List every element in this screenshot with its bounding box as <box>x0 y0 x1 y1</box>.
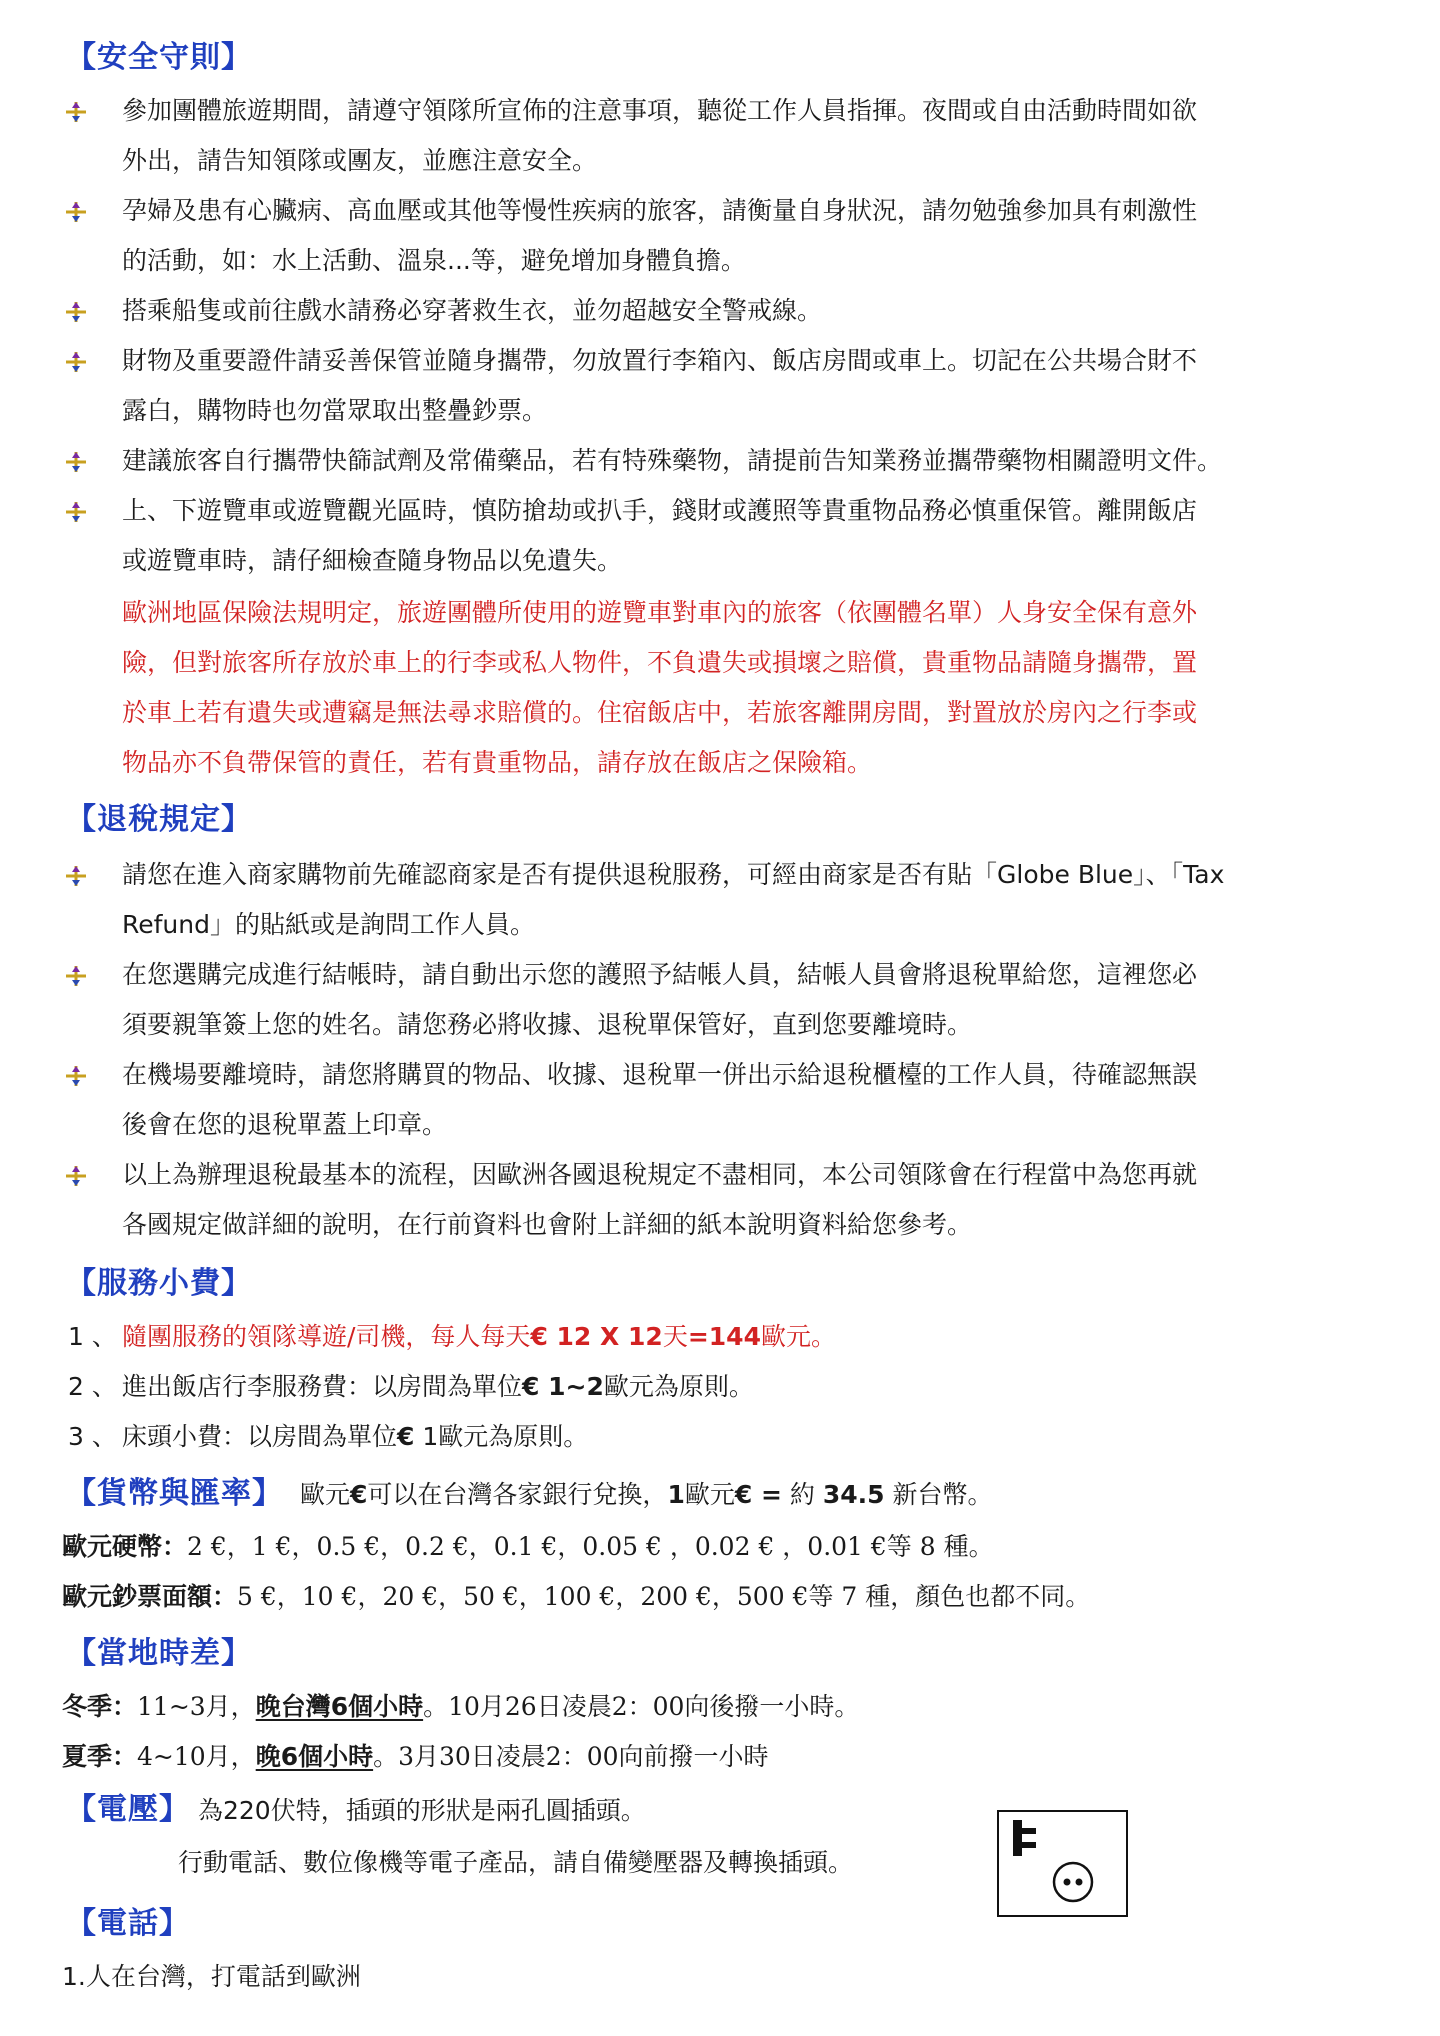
tip-3-text-b: € <box>397 1422 415 1451</box>
bullet-arrow-icon <box>64 500 88 524</box>
tip-3-text <box>122 1420 588 1454</box>
currency-rate-part: 新台幣。 <box>884 1480 993 1509</box>
section-header-phone: 【電話】 <box>66 1906 190 1941</box>
tip-2-number: 2 、 <box>68 1372 117 1401</box>
safety-item-6-line-2: 或遊覽車時，請仔細檢查隨身物品以免遺失。 <box>122 546 623 575</box>
summer-dst-note: 。3月30日凌晨2：00向前撥一小時 <box>373 1742 769 1771</box>
tip-3-text-c: 1歐元為原則。 <box>414 1422 589 1451</box>
phone-line-1: 1.人在台灣，打電話到歐洲 <box>62 1962 361 1991</box>
tax-item-1-line-2: Refund」的貼紙或是詢問工作人員。 <box>122 910 535 939</box>
tip-1-text-d: =144 <box>687 1322 761 1351</box>
euro-symbol: € <box>350 1480 368 1509</box>
bullet-arrow-icon <box>64 1164 88 1188</box>
currency-rate-part: 1 <box>667 1480 685 1509</box>
tip-2-text-a: 進出飯店行李服務費：以房間為單位 <box>122 1372 523 1401</box>
tax-item-3-line-1: 在機場要離境時，請您將購買的物品、收據、退稅單一併出示給退稅櫃檯的工作人員，待確認無誤 <box>122 1060 1198 1089</box>
voltage-line-1: 為220伏特，插頭的形狀是兩孔圓插頭。 <box>198 1796 646 1825</box>
tip-2-text-c: 歐元為原則。 <box>603 1372 754 1401</box>
tip-2-text-b: € 1~2 <box>522 1372 604 1401</box>
plug-diagram <box>997 1810 1128 1917</box>
tip-1-text-a: 隨團服務的領隊導遊/司機，每人每天 <box>122 1322 531 1351</box>
section-header-voltage: 【電壓】 <box>66 1792 190 1827</box>
safety-notice-line-1: 歐洲地區保險法規明定，旅遊團體所使用的遊覽車對車內的旅客（依團體名單）人身安全保有意外 <box>122 598 1198 627</box>
euro-coins-label: 歐元硬幣： <box>62 1532 188 1561</box>
section-header-safety: 【安全守則】 <box>66 40 252 75</box>
tip-1-text-c: 天 <box>662 1322 688 1351</box>
bullet-arrow-icon <box>64 300 88 324</box>
tax-item-2-line-1: 在您選購完成進行結帳時，請自動出示您的護照予結帳人員，結帳人員會將退稅單給您，這裡您必 <box>122 960 1198 989</box>
safety-item-6-line-1: 上、下遊覽車或遊覽觀光區時，慎防搶劫或扒手，錢財或護照等貴重物品務必慎重保管。離開飯店 <box>122 496 1198 525</box>
winter-dst-note: 。10月26日凌晨2：00向後撥一小時。 <box>423 1692 860 1721</box>
currency-rate-part: 約 <box>781 1480 823 1509</box>
safety-item-2-line-2: 的活動，如：水上活動、溫泉...等，避免增加身體負擔。 <box>122 246 746 275</box>
tip-1-number: 1 、 <box>68 1322 117 1351</box>
tax-item-2-line-2: 須要親筆簽上您的姓名。請您務必將收據、退稅單保管好，直到您要離境時。 <box>122 1010 973 1039</box>
euro-symbol: € = <box>734 1480 782 1509</box>
tip-3-text-a: 床頭小費：以房間為單位 <box>122 1422 398 1451</box>
winter-label: 冬季： <box>62 1692 138 1721</box>
tip-3-number: 3 、 <box>68 1422 117 1451</box>
safety-notice-line-2: 險，但對旅客所存放於車上的行李或私人物件，不負遺失或損壞之賠償，貴重物品請隨身攜帶，置 <box>122 648 1198 677</box>
currency-rate-part: 歐元 <box>684 1480 735 1509</box>
bullet-arrow-icon <box>64 350 88 374</box>
currency-rate-part: 可以在台灣各家銀行兌換， <box>367 1480 668 1509</box>
tip-1-text-b: € 12 X 12 <box>530 1322 663 1351</box>
currency-rate-part: 歐元 <box>300 1480 351 1509</box>
bullet-arrow-icon <box>64 450 88 474</box>
section-header-tips: 【服務小費】 <box>66 1266 252 1301</box>
section-header-tax: 【退稅規定】 <box>66 802 252 837</box>
safety-item-4-line-1: 財物及重要證件請妥善保管並隨身攜帶，勿放置行李箱內、飯店房間或車上。切記在公共場合財不 <box>122 346 1198 375</box>
bullet-arrow-icon <box>64 964 88 988</box>
safety-item-2-line-1: 孕婦及患有心臟病、高血壓或其他等慢性疾病的旅客，請衡量自身狀況，請勿勉強參加具有刺激性 <box>122 196 1198 225</box>
tax-item-3-line-2: 後會在您的退稅單蓋上印章。 <box>122 1110 448 1139</box>
safety-item-3-line-1: 搭乘船隻或前往戲水請務必穿著救生衣，並勿超越安全警戒線。 <box>122 296 823 325</box>
winter-time-line <box>62 1690 859 1724</box>
euro-coins-values: 2 €，1 €，0.5 €，0.2 €，0.1 €，0.05 € ，0.02 € ，0.01 €等 8 種。 <box>187 1532 994 1561</box>
euro-coins-line <box>62 1530 994 1564</box>
bullet-arrow-icon <box>64 100 88 124</box>
summer-months: 4~10月， <box>137 1742 256 1771</box>
tax-item-4-line-1: 以上為辦理退稅最基本的流程，因歐洲各國退稅規定不盡相同，本公司領隊會在行程當中為您再就 <box>122 1160 1198 1189</box>
safety-item-1-line-1: 參加團體旅遊期間，請遵守領隊所宣佈的注意事項，聽從工作人員指揮。夜間或自由活動時間如欲 <box>122 96 1198 125</box>
tax-item-1-line-1: 請您在進入商家購物前先確認商家是否有提供退稅服務，可經由商家是否有貼「Globe Blue」、「Tax <box>122 860 1225 889</box>
bullet-arrow-icon <box>64 200 88 224</box>
tip-2-text <box>122 1370 754 1404</box>
bullet-arrow-icon <box>64 864 88 888</box>
safety-item-5-line-1: 建議旅客自行攜帶快篩試劑及常備藥品，若有特殊藥物，請提前告知業務並攜帶藥物相關證明文件。 <box>122 446 1223 475</box>
safety-notice-line-4: 物品亦不負帶保管的責任，若有貴重物品，請存放在飯店之保險箱。 <box>122 748 873 777</box>
section-header-timezone: 【當地時差】 <box>66 1636 252 1671</box>
voltage-line-2: 行動電話、數位像機等電子產品，請自備變壓器及轉換插頭。 <box>178 1848 854 1877</box>
tip-1-text <box>122 1320 836 1354</box>
summer-time-line <box>62 1740 769 1774</box>
safety-item-1-line-2: 外出，請告知領隊或團友，並應注意安全。 <box>122 146 598 175</box>
tax-item-4-line-2: 各國規定做詳細的說明，在行前資料也會附上詳細的紙本說明資料給您參考。 <box>122 1210 973 1239</box>
tip-1-text-e: 歐元。 <box>760 1322 836 1351</box>
section-header-currency: 【貨幣與匯率】 <box>66 1476 283 1511</box>
summer-offset: 晚6個小時 <box>255 1742 374 1771</box>
summer-label: 夏季： <box>62 1742 138 1771</box>
euro-notes-label: 歐元鈔票面額： <box>62 1582 238 1611</box>
plug-icon <box>999 1812 1126 1915</box>
euro-notes-values: 5 €，10 €，20 €，50 €，100 €，200 €，500 €等 7 種，顏色也都不同。 <box>237 1582 1091 1611</box>
bullet-arrow-icon <box>64 1064 88 1088</box>
winter-offset: 晚台灣6個小時 <box>255 1692 424 1721</box>
euro-notes-line <box>62 1580 1090 1614</box>
safety-item-4-line-2: 露白，購物時也勿當眾取出整疊鈔票。 <box>122 396 548 425</box>
safety-notice-line-3: 於車上若有遺失或遭竊是無法尋求賠償的。住宿飯店中，若旅客離開房間，對置放於房內之行李或 <box>122 698 1198 727</box>
winter-months: 11~3月， <box>137 1692 256 1721</box>
currency-rate-text <box>300 1478 992 1512</box>
exchange-rate-value: 34.5 <box>822 1480 885 1509</box>
